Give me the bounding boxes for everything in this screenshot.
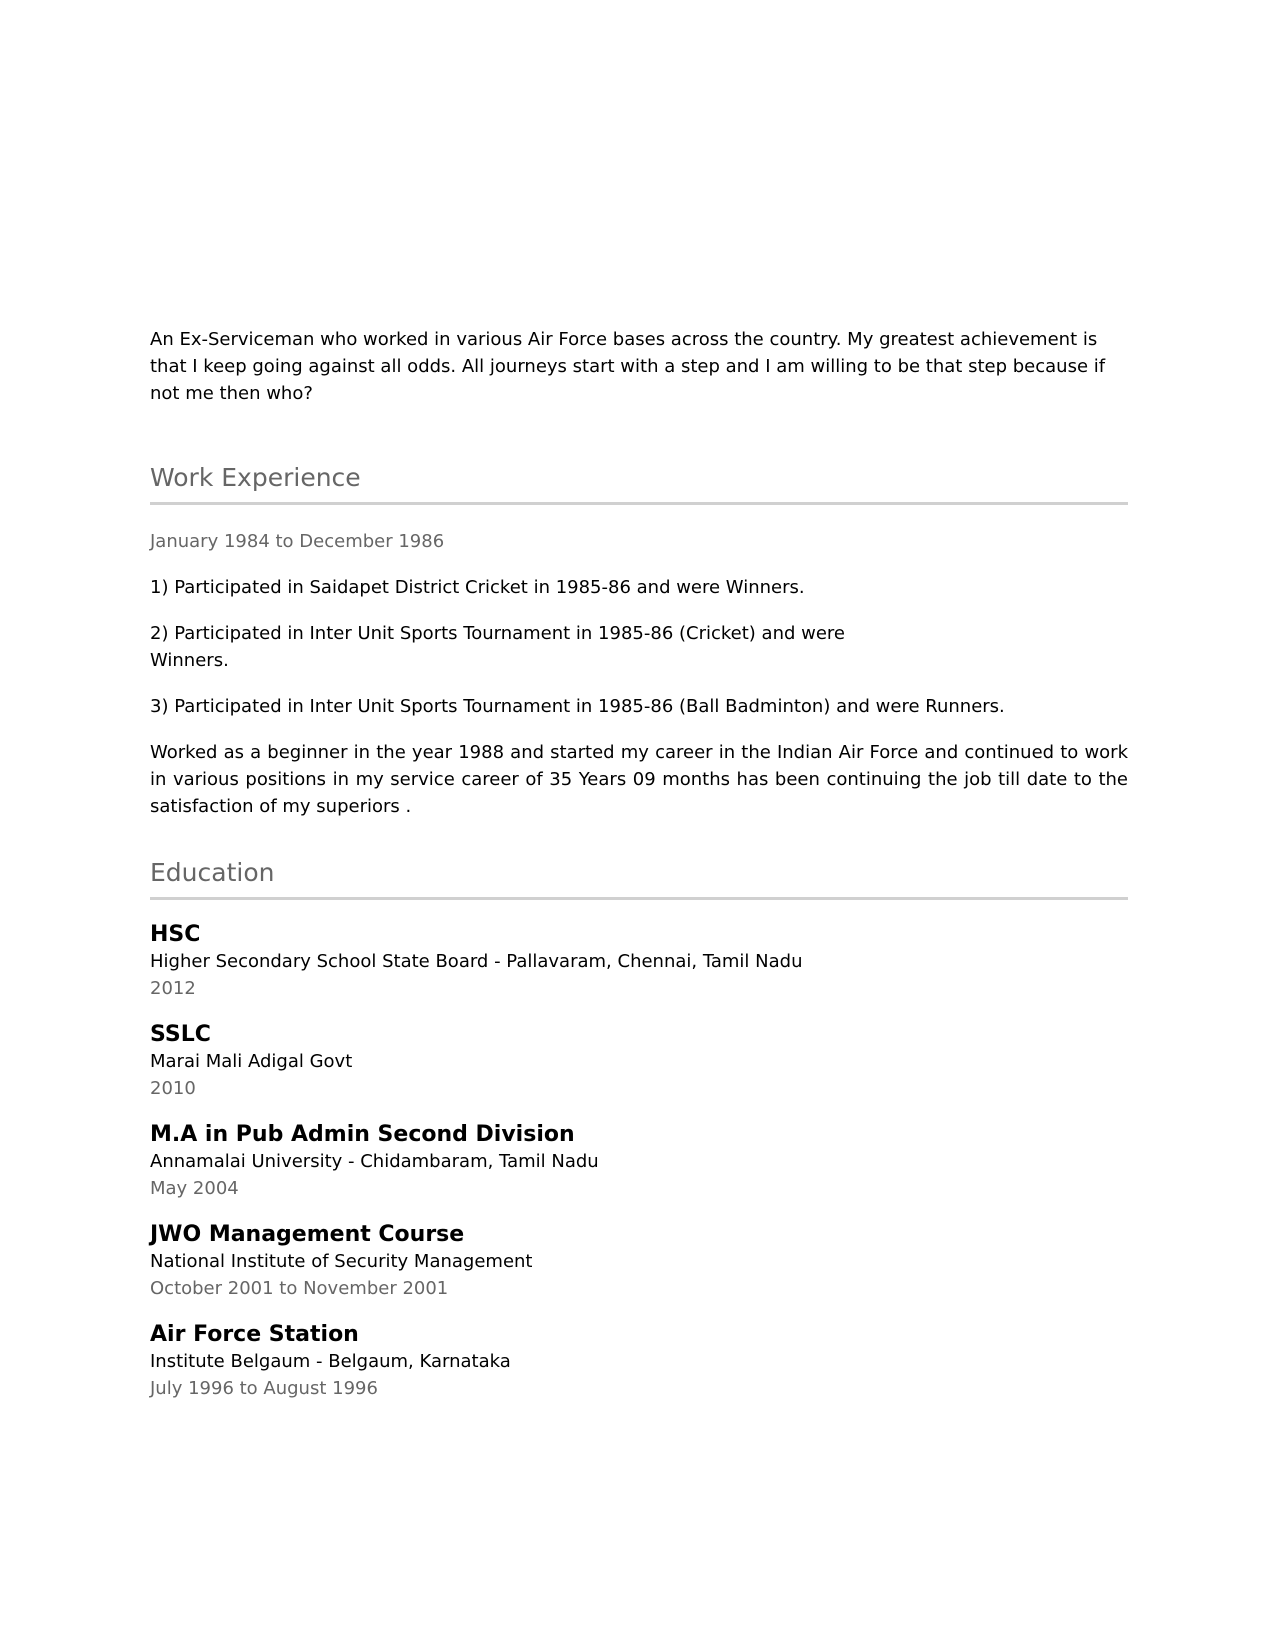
work-description: Worked as a beginner in the year 1988 and started my career in the Indian Air Force and continued to work in various positions in my service career of 35 Years 09 months has been continuing the job till date to the satisfaction of my superiors . bbox=[150, 742, 1128, 817]
education-entry bbox=[150, 1121, 1128, 1202]
education-school: Annamalai University - Chidambaram, Tamil Nadu bbox=[150, 1151, 599, 1172]
education-school: Marai Mali Adigal Govt bbox=[150, 1051, 353, 1072]
summary-text: An Ex-Serviceman who worked in various Air Force bases across the country. My greatest achievement is that I keep going against all odds. All journeys start with a step and I am willing to be that step because if not me then who? bbox=[150, 329, 1106, 404]
education-degree: M.A in Pub Admin Second Division bbox=[150, 1122, 575, 1147]
education-heading: Education bbox=[150, 857, 1128, 900]
work-item-1: 1) Participated in Saidapet District Cricket in 1985-86 and were Winners. bbox=[150, 577, 805, 598]
education-degree: HSC bbox=[150, 922, 201, 947]
education-school: Higher Secondary School State Board - Pallavaram, Chennai, Tamil Nadu bbox=[150, 951, 803, 972]
education-degree: Air Force Station bbox=[150, 1322, 359, 1347]
education-entry bbox=[150, 1221, 1128, 1302]
work-date: January 1984 to December 1986 bbox=[150, 531, 445, 552]
education-date: 2010 bbox=[150, 1078, 196, 1099]
education-date: 2012 bbox=[150, 978, 196, 999]
education-list bbox=[150, 921, 1128, 1421]
work-experience-entry bbox=[150, 528, 1128, 839]
education-entry bbox=[150, 1021, 1128, 1102]
education-school: National Institute of Security Management bbox=[150, 1251, 533, 1272]
education-date: October 2001 to November 2001 bbox=[150, 1278, 449, 1299]
education-entry bbox=[150, 1321, 1128, 1402]
education-date: July 1996 to August 1996 bbox=[150, 1378, 378, 1399]
education-degree: SSLC bbox=[150, 1022, 211, 1047]
education-date: May 2004 bbox=[150, 1178, 239, 1199]
education-degree: JWO Management Course bbox=[150, 1222, 465, 1247]
work-item-2-continued: Winners. bbox=[150, 650, 229, 671]
work-experience-heading: Work Experience bbox=[150, 462, 1128, 505]
education-school: Institute Belgaum - Belgaum, Karnataka bbox=[150, 1351, 511, 1372]
work-item-3: 3) Participated in Inter Unit Sports Tournament in 1985-86 (Ball Badminton) and were Runners. bbox=[150, 696, 1005, 717]
education-entry bbox=[150, 921, 1128, 1002]
work-item-2: 2) Participated in Inter Unit Sports Tournament in 1985-86 (Cricket) and were bbox=[150, 623, 845, 644]
